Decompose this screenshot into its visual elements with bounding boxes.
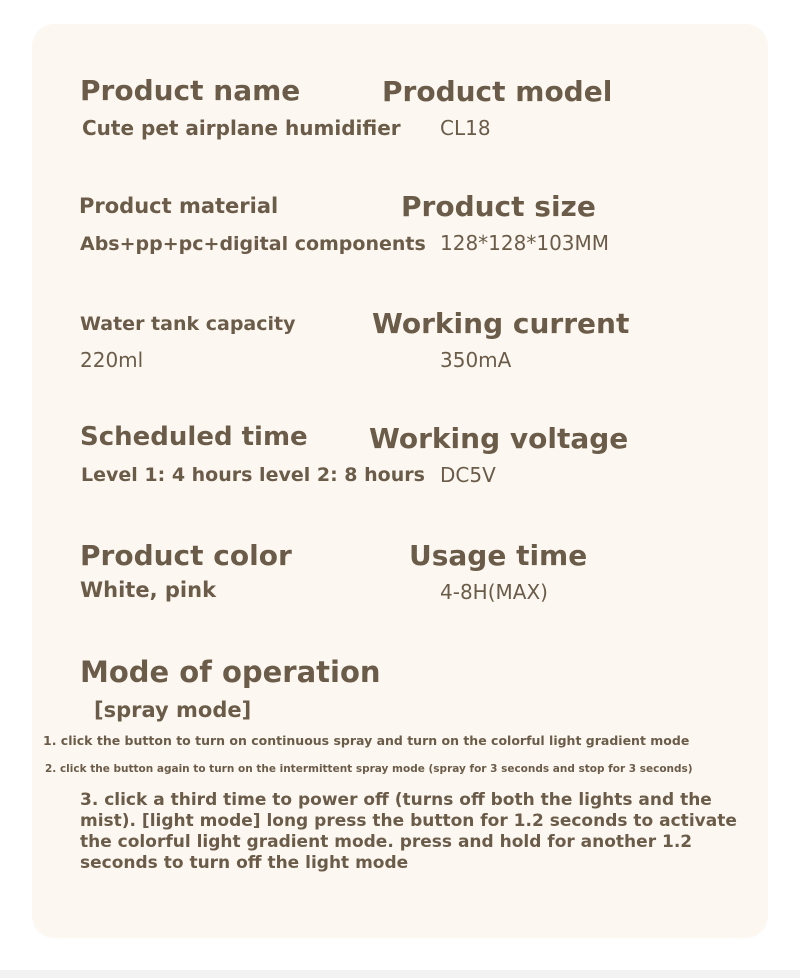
water-tank-capacity-label: Water tank capacity bbox=[80, 313, 296, 335]
mode-of-operation-heading: Mode of operation bbox=[80, 655, 381, 689]
product-size-label: Product size bbox=[401, 190, 596, 223]
working-current-label: Working current bbox=[372, 307, 630, 340]
product-size-value: 128*128*103MM bbox=[440, 231, 610, 255]
spray-mode-subheading: [spray mode] bbox=[94, 698, 252, 722]
operation-step-1: 1. click the button to turn on continuous spray and turn on the colorful light gradient mode bbox=[43, 733, 690, 748]
scheduled-time-value: Level 1: 4 hours level 2: 8 hours bbox=[81, 464, 425, 486]
scheduled-time-label: Scheduled time bbox=[80, 422, 308, 452]
product-model-value: CL18 bbox=[440, 116, 491, 140]
working-current-value: 350mA bbox=[440, 348, 512, 372]
product-material-value: Abs+pp+pc+digital components bbox=[80, 233, 426, 255]
product-model-label: Product model bbox=[382, 75, 613, 108]
usage-time-label: Usage time bbox=[409, 539, 588, 572]
working-voltage-label: Working voltage bbox=[369, 422, 629, 455]
operation-step-2: 2. click the button again to turn on the intermittent spray mode (spray for 3 seconds and stop for 3 seconds) bbox=[45, 763, 693, 775]
water-tank-capacity-value: 220ml bbox=[80, 348, 144, 372]
working-voltage-value: DC5V bbox=[440, 463, 496, 487]
operation-step-3: 3. click a third time to power off (turns off both the lights and the mist). [light mode] long press the button for 1.2 seconds to activate the colorful light gradient mode. press and hold for another 1.2 seconds to turn off the light mode bbox=[80, 790, 737, 873]
bottom-divider bbox=[0, 970, 800, 978]
product-material-label: Product material bbox=[79, 194, 279, 218]
product-name-label: Product name bbox=[80, 74, 301, 107]
usage-time-value: 4-8H(MAX) bbox=[440, 580, 548, 604]
product-color-value: White, pink bbox=[80, 578, 217, 602]
product-color-label: Product color bbox=[80, 539, 292, 572]
product-name-value: Cute pet airplane humidifier bbox=[82, 116, 401, 140]
